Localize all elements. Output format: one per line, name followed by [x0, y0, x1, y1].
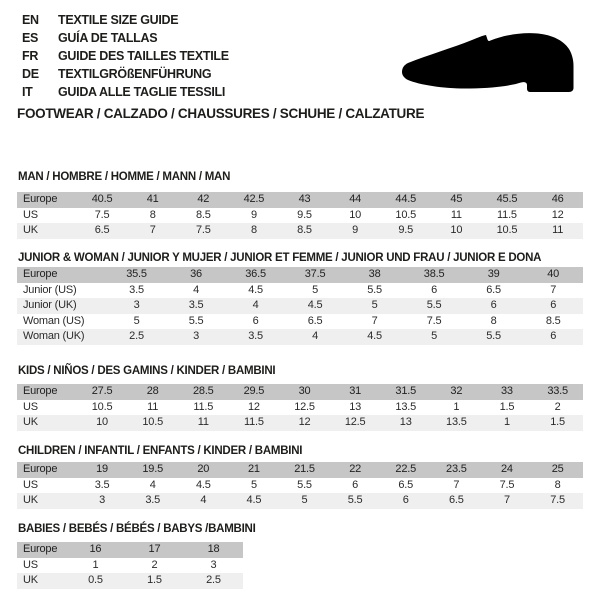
size-table-kids: [17, 384, 583, 431]
table-row: [17, 462, 583, 478]
size-table-man: [17, 192, 583, 239]
size-cell: 45.5: [496, 193, 518, 206]
size-cell: 21: [247, 463, 260, 476]
row-label: Europe: [23, 193, 58, 206]
size-cell: 6: [402, 494, 409, 507]
size-table-babies: [17, 542, 243, 589]
size-cell: 19.5: [142, 463, 163, 476]
size-cell: 29.5: [243, 385, 265, 398]
size-cell: 10: [450, 224, 463, 237]
size-cell: 9.5: [297, 208, 312, 221]
size-cell: 3.5: [129, 283, 144, 296]
size-cell: 11: [147, 400, 159, 413]
size-cell: 2.5: [129, 330, 144, 343]
size-cell: 3.5: [248, 330, 263, 343]
size-cell: 3.5: [94, 478, 110, 491]
size-cell: 6.5: [94, 224, 110, 237]
size-cell: 10.5: [496, 224, 518, 237]
size-cell: 0.5: [88, 574, 103, 587]
size-cell: 6: [490, 299, 497, 312]
size-cell: 5.5: [188, 314, 204, 327]
size-cell: 4: [312, 330, 319, 343]
language-row-it: [22, 83, 229, 101]
size-cell: 39: [487, 268, 500, 281]
size-cell: 46: [551, 193, 564, 206]
size-cell: 8: [149, 208, 156, 221]
language-row-es: [22, 29, 229, 47]
table-row: [17, 400, 583, 416]
section-babies: [17, 522, 583, 589]
row-label: Junior (US): [23, 283, 77, 296]
row-label: UK: [23, 574, 38, 587]
size-cell: 27.5: [91, 385, 113, 398]
size-cell: 1.5: [147, 574, 162, 587]
size-cell: 35.5: [126, 268, 147, 281]
size-table-children: [17, 462, 583, 509]
table-row: [17, 208, 583, 224]
table-row: [17, 192, 583, 208]
size-cell: 9: [352, 224, 359, 237]
size-cell: 11.5: [193, 400, 214, 413]
section-title-children: CHILDREN / INFANTIL / ENFANTS / KINDER / BAMBINI: [18, 445, 303, 457]
size-cell: 43: [298, 193, 311, 206]
size-cell: 6: [252, 314, 259, 327]
dress-shoe-icon: [400, 32, 578, 94]
size-cell: 7.5: [550, 494, 565, 507]
size-cell: 7.5: [94, 208, 110, 221]
size-cell: 7: [453, 478, 460, 491]
row-label: UK: [23, 416, 38, 429]
size-cell: 36.5: [245, 268, 266, 281]
size-cell: 3.5: [188, 299, 204, 312]
size-cell: 38.5: [423, 268, 445, 281]
size-cell: 5.5: [367, 283, 382, 296]
size-cell: 11.5: [497, 208, 517, 221]
table-row: [17, 542, 243, 558]
size-cell: 30: [298, 385, 311, 398]
size-cell: 28: [146, 385, 159, 398]
section-man: [17, 170, 583, 239]
size-cell: 4.5: [246, 494, 262, 507]
size-cell: 7: [503, 494, 510, 507]
size-cell: 10.5: [395, 208, 417, 221]
size-cell: 11: [450, 208, 462, 221]
size-cell: 6.5: [448, 494, 464, 507]
size-cell: 16: [89, 543, 102, 556]
size-cell: 6.5: [398, 478, 414, 491]
size-cell: 33: [501, 385, 513, 398]
size-cell: 1: [92, 558, 99, 571]
size-cell: 10.5: [91, 400, 113, 413]
size-cell: 5: [431, 330, 438, 343]
size-cell: 11.5: [244, 416, 264, 429]
table-row: [17, 298, 583, 314]
size-cell: 13.5: [395, 400, 417, 413]
size-cell: 8.5: [545, 314, 561, 327]
table-row: [17, 558, 243, 574]
size-cell: 11: [552, 224, 564, 237]
size-cell: 4: [252, 299, 259, 312]
size-cell: 5: [301, 494, 308, 507]
category-title: FOOTWEAR / CALZADO / CHAUSSURES / SCHUHE / CALZATURE: [17, 106, 425, 121]
size-cell: 7.5: [426, 314, 442, 327]
language-row-de: [22, 65, 229, 83]
size-cell: 1.5: [550, 416, 565, 429]
size-cell: 8: [250, 224, 257, 237]
size-cell: 2: [554, 400, 561, 413]
size-cell: 13.5: [446, 416, 467, 429]
section-children: [17, 444, 583, 509]
size-cell: 6.5: [307, 314, 323, 327]
size-cell: 4: [200, 494, 207, 507]
size-cell: 21.5: [294, 463, 315, 476]
language-list: [22, 11, 229, 101]
size-cell: 12: [247, 400, 260, 413]
size-cell: 42: [197, 193, 210, 206]
table-row: [17, 415, 583, 431]
size-cell: 42.5: [243, 193, 265, 206]
size-cell: 19: [96, 463, 108, 476]
row-label: Woman (UK): [23, 330, 85, 343]
language-title: TEXTILGRÖßENFÜHRUNG: [58, 67, 212, 81]
language-title: GUIDE DES TAILLES TEXTILE: [58, 49, 229, 63]
size-cell: 10.5: [142, 416, 163, 429]
size-cell: 31.5: [395, 385, 417, 398]
size-cell: 24: [501, 463, 513, 476]
table-row: [17, 493, 583, 509]
size-cell: 41: [146, 193, 159, 206]
size-cell: 25: [551, 463, 564, 476]
size-cell: 12.5: [344, 416, 366, 429]
size-cell: 5: [312, 283, 319, 296]
size-cell: 11: [197, 416, 209, 429]
language-code: DE: [22, 67, 39, 81]
size-cell: 3.5: [145, 494, 161, 507]
size-cell: 4.5: [307, 299, 323, 312]
size-cell: 6: [431, 283, 438, 296]
size-cell: 8: [490, 314, 497, 327]
size-cell: 4: [193, 283, 199, 296]
language-title: GUIDA ALLE TAGLIE TESSILI: [58, 85, 226, 99]
row-label: Woman (US): [23, 314, 85, 327]
size-cell: 17: [148, 543, 161, 556]
language-title: GUÍA DE TALLAS: [58, 31, 158, 45]
size-cell: 7: [149, 224, 156, 237]
size-cell: 28.5: [192, 385, 214, 398]
row-label: US: [23, 208, 38, 221]
row-label: US: [23, 558, 38, 571]
size-cell: 6: [550, 299, 557, 312]
size-table-junior-woman: [17, 267, 583, 345]
size-cell: 40: [547, 268, 560, 281]
size-cell: 1: [503, 416, 510, 429]
size-cell: 5.5: [486, 330, 501, 343]
size-cell: 7: [371, 314, 378, 327]
section-kids: [17, 364, 583, 431]
section-title-babies: BABIES / BEBÉS / BÉBÉS / BABYS /BAMBINI: [18, 523, 256, 535]
table-row: [17, 329, 583, 345]
section-junior-woman: [17, 251, 583, 345]
language-code: ES: [22, 31, 39, 45]
language-code: FR: [22, 49, 39, 63]
size-cell: 4.5: [248, 283, 263, 296]
size-cell: 22.5: [395, 463, 417, 476]
size-cell: 7.5: [195, 224, 211, 237]
size-cell: 3: [193, 330, 199, 343]
size-cell: 22: [349, 463, 362, 476]
size-cell: 5: [250, 478, 257, 491]
size-cell: 13: [399, 416, 412, 429]
size-cell: 5.5: [297, 478, 312, 491]
row-label: US: [23, 400, 38, 413]
size-cell: 10: [349, 208, 362, 221]
size-cell: 5: [133, 314, 140, 327]
size-cell: 18: [207, 543, 220, 556]
size-cell: 7: [550, 283, 557, 296]
size-cell: 23.5: [446, 463, 467, 476]
size-cell: 12.5: [294, 400, 315, 413]
size-cell: 5.5: [347, 494, 363, 507]
size-cell: 8: [554, 478, 561, 491]
size-cell: 45: [450, 193, 463, 206]
size-cell: 2.5: [206, 574, 221, 587]
size-cell: 1: [453, 400, 460, 413]
table-row: [17, 384, 583, 400]
size-cell: 6: [550, 330, 557, 343]
table-row: [17, 573, 243, 589]
size-cell: 4: [149, 478, 156, 491]
size-cell: 4.5: [367, 330, 382, 343]
size-cell: 3: [133, 299, 140, 312]
size-cell: 4.5: [195, 478, 211, 491]
language-code: EN: [22, 13, 39, 27]
table-row: [17, 283, 583, 299]
size-cell: 32: [450, 385, 463, 398]
size-cell: 7.5: [499, 478, 515, 491]
language-row-en: [22, 11, 229, 29]
size-cell: 37.5: [304, 268, 326, 281]
size-cell: 5.5: [426, 299, 442, 312]
size-cell: 8.5: [297, 224, 312, 237]
size-cell: 20: [197, 463, 210, 476]
table-row: [17, 314, 583, 330]
section-title-kids: KIDS / NIÑOS / DES GAMINS / KINDER / BAMBINI: [18, 365, 276, 377]
row-label: Europe: [23, 463, 58, 476]
section-title-man: MAN / HOMBRE / HOMME / MANN / MAN: [18, 171, 231, 183]
size-cell: 3: [99, 494, 106, 507]
size-cell: 5: [371, 299, 378, 312]
size-cell: 40.5: [91, 193, 113, 206]
language-row-fr: [22, 47, 229, 65]
size-cell: 33.5: [547, 385, 568, 398]
row-label: Europe: [23, 268, 58, 281]
table-row: [17, 223, 583, 239]
table-row: [17, 267, 583, 283]
size-cell: 1.5: [499, 400, 515, 413]
size-cell: 2: [151, 558, 158, 571]
language-title: TEXTILE SIZE GUIDE: [58, 13, 179, 27]
size-cell: 13: [349, 400, 362, 413]
size-cell: 3: [210, 558, 217, 571]
row-label: Junior (UK): [23, 299, 77, 312]
section-title-junior-woman: JUNIOR & WOMAN / JUNIOR Y MUJER / JUNIOR ET FEMME / JUNIOR UND FRAU / JUNIOR E DONA: [18, 252, 542, 264]
size-cell: 6.5: [486, 283, 501, 296]
size-cell: 44.5: [395, 193, 417, 206]
size-cell: 31: [349, 385, 362, 398]
size-cell: 38: [368, 268, 381, 281]
size-cell: 36: [190, 268, 202, 281]
size-cell: 10: [96, 416, 108, 429]
row-label: UK: [23, 224, 38, 237]
table-row: [17, 478, 583, 494]
row-label: UK: [23, 494, 38, 507]
row-label: Europe: [23, 385, 58, 398]
size-cell: 9: [250, 208, 257, 221]
size-cell: 9.5: [398, 224, 414, 237]
size-cell: 12: [551, 208, 564, 221]
size-cell: 44: [349, 193, 362, 206]
row-label: US: [23, 478, 38, 491]
language-code: IT: [22, 85, 33, 99]
size-cell: 8.5: [195, 208, 211, 221]
size-cell: 12: [298, 416, 311, 429]
size-cell: 6: [352, 478, 359, 491]
row-label: Europe: [23, 543, 58, 556]
